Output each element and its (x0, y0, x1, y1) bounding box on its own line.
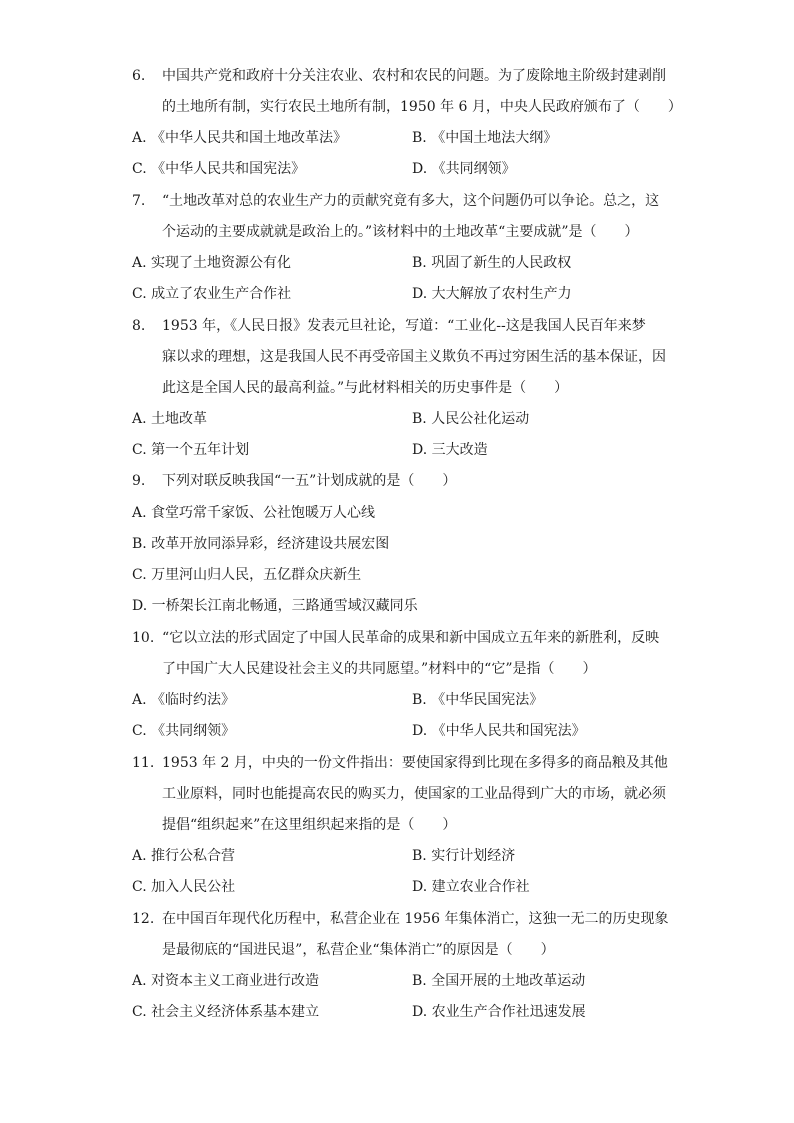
option-d[interactable]: D. 三大改造 (412, 442, 488, 458)
question-text-line: 在中国百年现代化历程中，私营企业在 1956 年集体消亡，这独一无二的历史现象 (162, 911, 669, 927)
option-b[interactable]: B. 改革开放同添异彩，经济建设共展宏图 (132, 536, 390, 552)
option-d[interactable]: D. 农业生产合作社迅速发展 (412, 1004, 586, 1020)
option-d[interactable]: D. 大大解放了农村生产力 (412, 286, 572, 302)
question-text-line: 下列对联反映我国“一五”计划成就的是（ ） (162, 473, 457, 489)
option-c[interactable]: C. 《共同纲领》 (132, 723, 236, 739)
option-a[interactable]: A. 推行公私合营 (132, 848, 236, 864)
option-b[interactable]: B. 巩固了新生的人民政权 (412, 255, 572, 271)
option-b[interactable]: B. 《中国土地法大纲》 (412, 130, 558, 146)
option-b[interactable]: B. 《中华民国宪法》 (412, 692, 544, 708)
option-c[interactable]: C. 成立了农业生产合作社 (132, 286, 292, 302)
option-d[interactable]: D. 《中华人民共和国宪法》 (412, 723, 586, 739)
option-b[interactable]: B. 实行计划经济 (412, 848, 516, 864)
question-text-line: 个运动的主要成就就是政治上的。”该材料中的土地改革“主要成就”是（ ） (162, 224, 639, 240)
option-d[interactable]: D. 《共同纲领》 (412, 161, 516, 177)
option-d[interactable]: D. 一桥架长江南北畅通，三路通雪域汉藏同乐 (132, 598, 418, 614)
option-c[interactable]: C. 万里河山归人民，五亿群众庆新生 (132, 567, 362, 583)
option-a[interactable]: A. 《中华人民共和国土地改革法》 (132, 130, 348, 146)
option-d[interactable]: D. 建立农业合作社 (412, 879, 530, 895)
question-number: 6. (132, 68, 146, 84)
option-a[interactable]: A. 《临时约法》 (132, 692, 236, 708)
question-text-line: 1953 年 2 月，中央的一份文件指出：要使国家得到比现在多得多的商品粮及其他 (162, 755, 668, 771)
option-b[interactable]: B. 人民公社化运动 (412, 411, 530, 427)
question-text-line: 提倡“组织起来”在这里组织起来指的是（ ） (162, 817, 457, 833)
option-c[interactable]: C. 第一个五年计划 (132, 442, 250, 458)
option-a[interactable]: A. 实现了土地资源公有化 (132, 255, 292, 271)
question-text-line: 此这是全国人民的最高利益。”与此材料相关的历史事件是（ ） (162, 380, 569, 396)
option-a[interactable]: A. 土地改革 (132, 411, 208, 427)
question-number: 8. (132, 318, 146, 334)
question-number: 10. (132, 630, 155, 646)
question-number: 11. (132, 755, 155, 771)
option-c[interactable]: C. 加入人民公社 (132, 879, 236, 895)
question-text-line: 1953 年，《人民日报》发表元旦社论，写道：“工业化--这是我国人民百年来梦 (162, 318, 646, 334)
question-number: 12. (132, 911, 155, 927)
question-number: 9. (132, 473, 146, 489)
question-text-line: 的土地所有制，实行农民土地所有制，1950 年 6 月，中央人民政府颁布了（ ） (162, 99, 682, 115)
option-c[interactable]: C. 社会主义经济体系基本建立 (132, 1004, 320, 1020)
question-text-line: 工业原料，同时也能提高农民的购买力，使国家的工业品得到广大的市场，就必须 (162, 786, 666, 802)
option-c[interactable]: C. 《中华人民共和国宪法》 (132, 161, 306, 177)
question-text-line: 中国共产党和政府十分关注农业、农村和农民的问题。为了废除地主阶级封建剥削 (162, 68, 666, 84)
question-text-line: 了中国广大人民建设社会主义的共同愿望。”材料中的“它”是指（ ） (162, 661, 597, 677)
question-text-line: “土地改革对总的农业生产力的贡献究竟有多大，这个问题仍可以争论。总之，这 (162, 193, 660, 209)
option-a[interactable]: A. 食堂巧常千家饭、公社饱暖万人心线 (132, 505, 376, 521)
question-text-line: “它以立法的形式固定了中国人民革命的成果和新中国成立五年来的新胜利，反映 (162, 630, 660, 646)
question-text-line: 寐以求的理想，这是我国人民不再受帝国主义欺负不再过穷困生活的基本保证，因 (162, 349, 666, 365)
option-b[interactable]: B. 全国开展的土地改革运动 (412, 973, 586, 989)
question-number: 7. (132, 193, 146, 209)
option-a[interactable]: A. 对资本主义工商业进行改造 (132, 973, 320, 989)
question-text-line: 是最彻底的“国进民退”，私营企业“集体消亡”的原因是（ ） (162, 942, 555, 958)
